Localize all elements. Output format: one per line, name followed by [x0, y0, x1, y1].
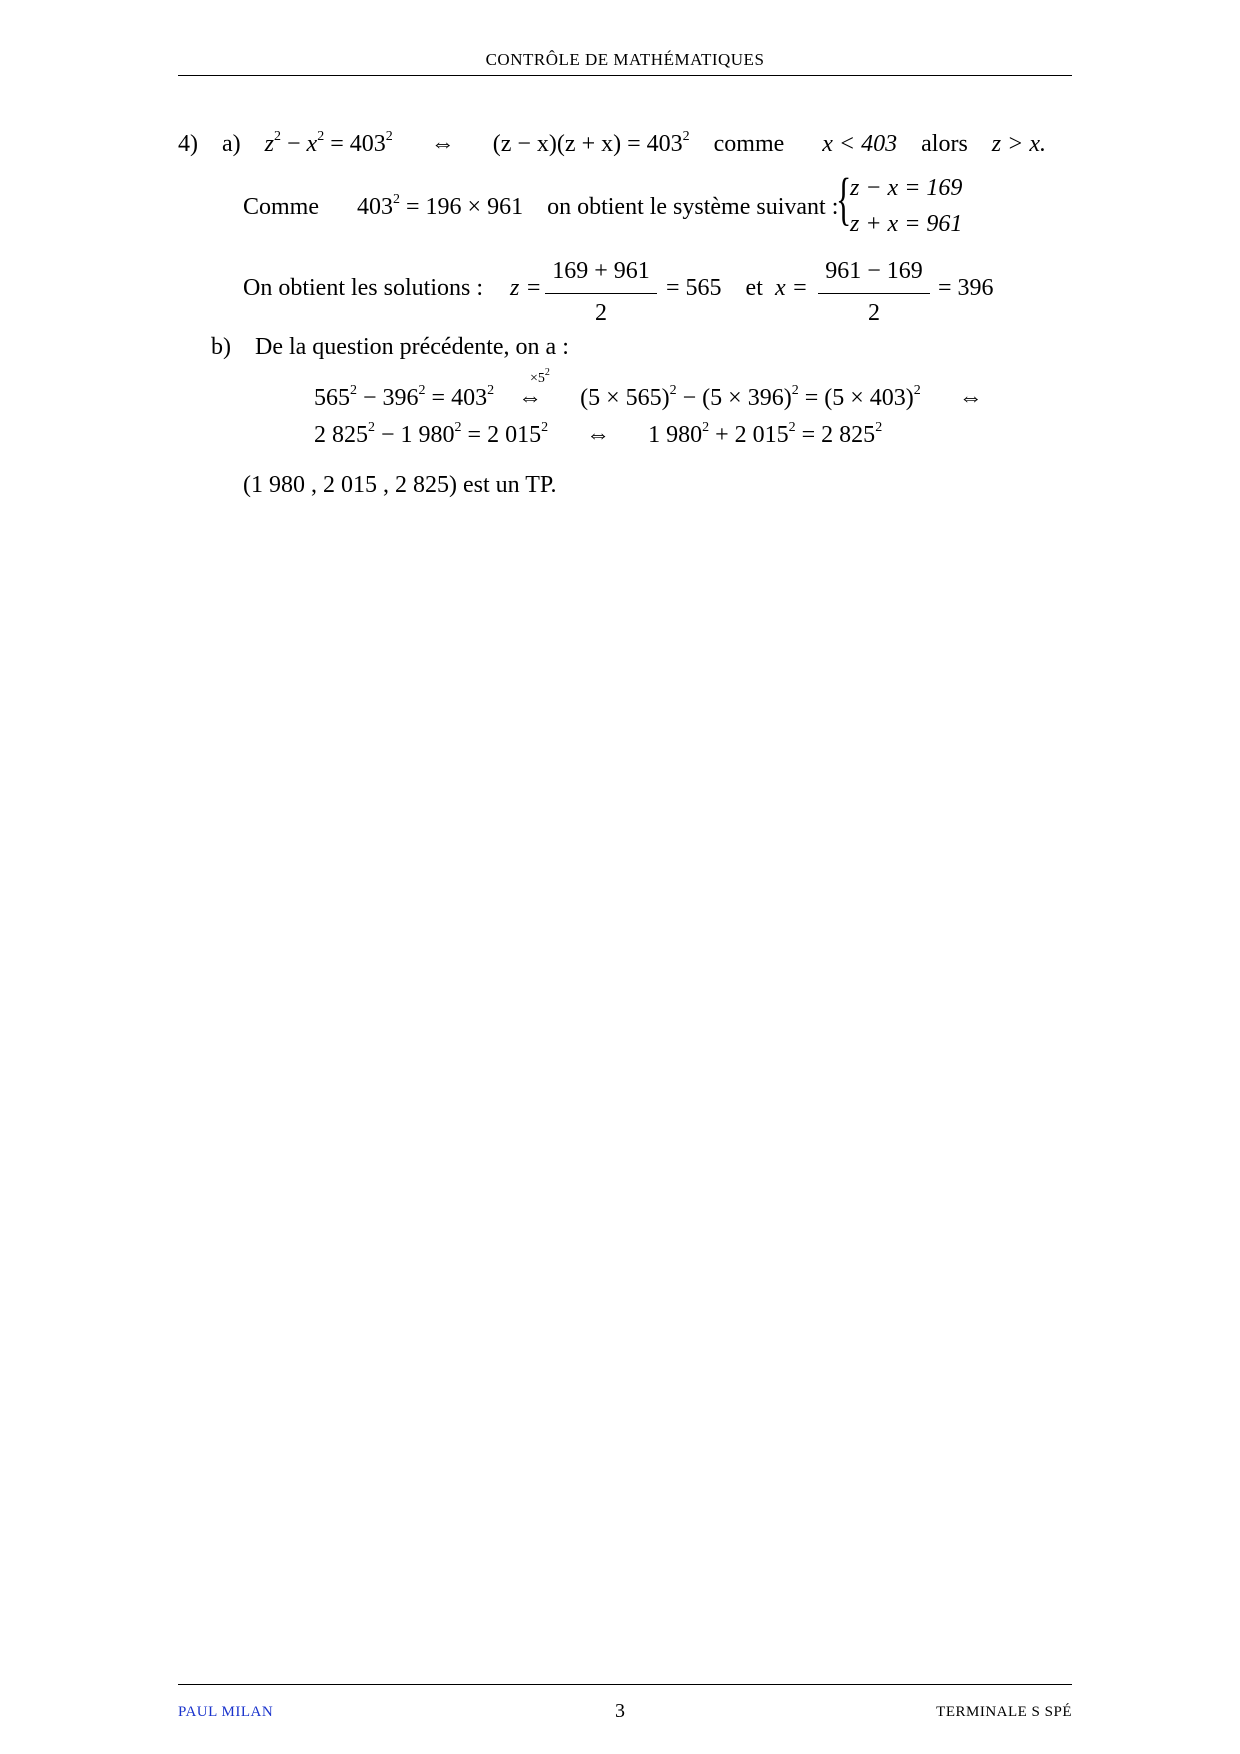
footer-author: PAUL MILAN — [178, 1704, 274, 1720]
b2-term-6: = 2 825 — [795, 422, 876, 448]
footer-rule — [178, 1684, 1072, 1685]
left-brace: { — [836, 166, 852, 231]
x-result — [938, 276, 994, 300]
exponent: 2 — [544, 367, 550, 378]
iff-symbol: ⇔ — [586, 422, 611, 448]
iff-symbol: ⇔ — [430, 131, 455, 157]
condition: x < 403 — [822, 131, 898, 157]
exponent: 2 — [702, 420, 710, 435]
exponent: 2 — [274, 129, 281, 144]
question-4b-line-2 — [314, 420, 883, 448]
text-comme: Comme — [243, 194, 319, 220]
conclusion: z > x. — [991, 131, 1046, 157]
iff-symbol: ⇔ — [518, 385, 543, 411]
exponent: 2 — [682, 129, 690, 144]
exponent: 2 — [669, 383, 677, 398]
exponent: 2 — [541, 420, 549, 435]
math-eq: = 403 — [324, 131, 386, 157]
conclusion-text: (1 980 , 2 015 , 2 825) est un TP. — [243, 472, 557, 498]
x-lhs — [775, 276, 808, 300]
b1-term-2: − 396 — [357, 385, 419, 411]
system-eq-1-text: z − x = 169 — [850, 175, 963, 201]
z-equals: z = — [510, 275, 542, 301]
page-header-title: CONTRÔLE DE MATHÉMATIQUES — [485, 50, 765, 69]
header-rule — [178, 75, 1072, 76]
question-4a-line-2 — [243, 192, 839, 220]
exponent: 2 — [385, 129, 393, 144]
solutions-text: On obtient les solutions : — [243, 275, 483, 301]
fraction-z-denominator: 2 — [595, 300, 607, 326]
fraction-z-numerator: 169 + 961 — [552, 258, 650, 284]
b1-term-3: = 403 — [425, 385, 488, 411]
iff-symbol: ⇔ — [958, 385, 983, 411]
fraction-z-bar — [545, 293, 657, 294]
fraction-x-bar — [818, 293, 930, 294]
question-4b-conclusion — [243, 473, 557, 497]
question-4a-line-3 — [243, 276, 483, 300]
fraction-x-denominator: 2 — [868, 300, 880, 326]
math-x: x — [306, 131, 318, 157]
part-a-label: a) — [222, 131, 241, 157]
fraction-x — [818, 258, 930, 327]
exponent: 2 — [791, 383, 799, 398]
part-b-label: b) — [211, 334, 231, 360]
b1-term-1: 565 — [314, 385, 350, 411]
math-403: 403 — [357, 194, 393, 220]
system-intro-text: on obtient le système suivant : — [547, 194, 839, 220]
b2-term-1: 2 825 — [314, 422, 368, 448]
question-4b-intro — [211, 335, 569, 359]
exponent: 2 — [418, 383, 426, 398]
part-b-intro-text: De la question précédente, on a : — [255, 334, 569, 360]
footer-class: TERMINALE S SPÉ — [936, 1704, 1072, 1720]
exponent: 2 — [875, 420, 883, 435]
b2-term-5: + 2 015 — [709, 422, 789, 448]
exponent: 2 — [487, 383, 495, 398]
system-equation-1 — [850, 176, 962, 200]
b2-term-4: 1 980 — [648, 422, 703, 448]
text-alors: alors — [921, 131, 968, 157]
question-4-line-1 — [178, 129, 1046, 157]
exponent: 2 — [368, 420, 375, 435]
x-result-text: = 396 — [938, 275, 994, 301]
b1-term-6: = (5 × 403) — [798, 385, 914, 411]
exponent: 2 — [788, 420, 796, 435]
x-equals: x = — [775, 275, 808, 301]
exponent: 2 — [393, 192, 400, 207]
b1-term-5: − (5 × 396) — [676, 385, 792, 411]
exponent: 2 — [350, 383, 357, 398]
math-z: z — [264, 131, 274, 157]
b2-term-3: = 2 015 — [461, 422, 542, 448]
b1-term-4: (5 × 565) — [580, 385, 670, 411]
exponent: 2 — [913, 383, 921, 398]
fraction-x-numerator: 961 − 169 — [825, 258, 923, 284]
text-comme: comme — [713, 131, 785, 157]
b2-term-2: − 1 980 — [375, 422, 455, 448]
text-et: et — [745, 275, 763, 301]
annotation-times-5: ×5 — [530, 371, 545, 386]
exponent: 2 — [317, 129, 325, 144]
fraction-z — [545, 258, 657, 327]
math-minus: − — [281, 131, 307, 157]
factored-expression: (z − x)(z + x) = 403 — [492, 131, 683, 157]
question-number: 4) — [178, 131, 198, 157]
footer-page-number: 3 — [615, 1700, 625, 1722]
z-result — [666, 276, 763, 300]
exponent: 2 — [454, 420, 462, 435]
question-4b-line-1 — [314, 383, 983, 411]
system-equation-2 — [850, 212, 962, 236]
math-product: = 196 × 961 — [400, 194, 524, 220]
system-eq-2-text: z + x = 961 — [850, 211, 963, 237]
z-lhs — [510, 276, 542, 300]
z-result-text: = 565 — [666, 275, 722, 301]
